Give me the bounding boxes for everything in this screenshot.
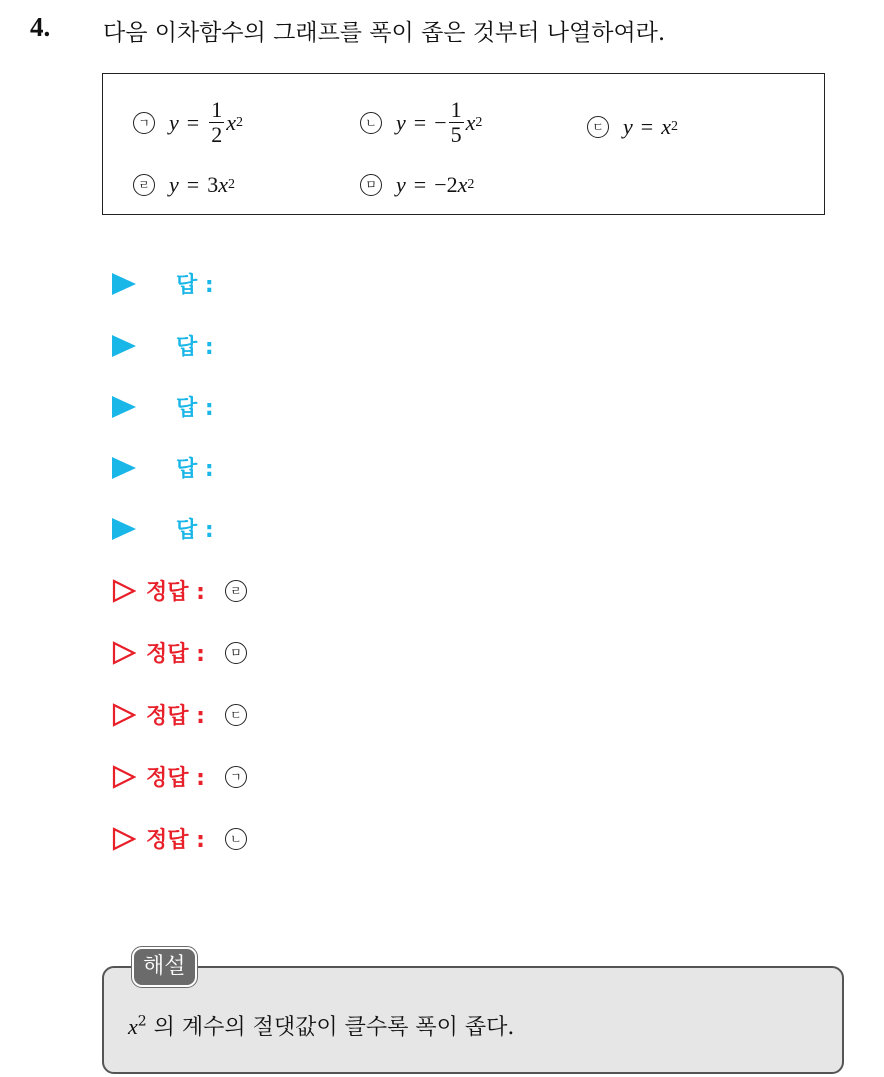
choice-mark: ㄷ [587, 116, 609, 138]
choice-var: x [218, 172, 228, 197]
answer-key-row [112, 699, 247, 730]
choice-exp: 2 [467, 177, 475, 192]
answer-label: 답 : [176, 335, 214, 360]
answer-key-value: ㅁ [225, 642, 247, 664]
answer-label: 답 : [176, 518, 214, 543]
answer-key-label: 정답 : [146, 580, 205, 605]
explanation-var: x [128, 1014, 138, 1039]
answer-label: 답 : [176, 457, 214, 482]
answer-key-label: 정답 : [146, 828, 205, 853]
answer-key-value: ㄴ [225, 828, 247, 850]
answer-key-value: ㄷ [225, 704, 247, 726]
choice-mark: ㅁ [360, 174, 382, 196]
choice-eq: = [186, 172, 200, 197]
choice-c [587, 114, 678, 140]
choice-coef: 3 [207, 172, 219, 197]
choice-eq: = [186, 109, 200, 135]
choice-eq: = [413, 109, 427, 135]
choice-lhs: y [169, 172, 179, 197]
choice-sign: − [434, 109, 447, 135]
play-triangle-icon [112, 335, 136, 357]
answer-key-value: ㄹ [225, 580, 247, 602]
fraction-denominator: 5 [450, 122, 462, 147]
choice-lhs: y [396, 172, 406, 197]
explanation-tag: 해설 [132, 947, 197, 987]
answer-slot[interactable] [112, 391, 214, 422]
answer-key-label: 정답 : [146, 704, 205, 729]
play-triangle-icon [112, 273, 136, 295]
question-number: 4. [30, 12, 51, 42]
fraction-numerator: 1 [450, 97, 462, 122]
answer-slot[interactable] [112, 452, 214, 483]
choice-fraction [449, 98, 464, 147]
answer-key-row [112, 637, 247, 668]
answer-key-label: 정답 : [146, 642, 205, 667]
choice-var: x [457, 172, 468, 197]
answer-key-value: ㄱ [225, 766, 247, 788]
play-triangle-icon [112, 396, 136, 418]
choice-eq: = [640, 114, 654, 139]
choice-lhs: y [396, 109, 406, 135]
choice-var: x [226, 109, 236, 135]
play-triangle-icon [112, 518, 136, 540]
choice-lhs: y [623, 114, 633, 139]
answer-key-row [112, 575, 247, 606]
choice-var: x [465, 109, 476, 135]
answer-key-row [112, 823, 247, 854]
answer-label: 답 : [176, 273, 214, 298]
answer-key-row [112, 761, 247, 792]
answer-label: 답 : [176, 396, 214, 421]
choice-mark: ㄴ [360, 112, 382, 134]
choice-fraction [209, 98, 224, 147]
choice-coef: −2 [434, 172, 458, 197]
answer-slot[interactable] [112, 268, 214, 299]
question-text: 다음 이차함수의 그래프를 폭이 좁은 것부터 나열하여라. [103, 20, 666, 46]
explanation-body: 의 계수의 절댓값이 클수록 폭이 좁다. [146, 1015, 515, 1040]
outline-triangle-icon [112, 827, 136, 851]
choice-exp: 2 [475, 114, 483, 130]
choice-mark: ㄹ [133, 174, 155, 196]
answer-slot[interactable] [112, 513, 214, 544]
choices-box [102, 73, 825, 215]
outline-triangle-icon [112, 703, 136, 727]
choice-exp: 2 [235, 114, 243, 130]
fraction-numerator: 1 [211, 97, 223, 122]
outline-triangle-icon [112, 641, 136, 665]
choice-exp: 2 [227, 177, 235, 192]
choice-e [360, 172, 474, 198]
choice-eq: = [413, 172, 427, 197]
play-triangle-icon [112, 457, 136, 479]
answer-key-label: 정답 : [146, 766, 205, 791]
fraction-denominator: 2 [211, 122, 223, 147]
choice-b [360, 98, 482, 147]
outline-triangle-icon [112, 765, 136, 789]
choice-var: x [661, 114, 671, 139]
explanation-exp: 2 [137, 1013, 147, 1030]
choice-exp: 2 [670, 119, 678, 134]
answer-slot[interactable] [112, 330, 214, 361]
choice-a [133, 98, 243, 147]
choice-lhs: y [169, 109, 179, 135]
choice-d [133, 172, 235, 198]
choice-mark: ㄱ [133, 112, 155, 134]
explanation-text [128, 1010, 514, 1041]
outline-triangle-icon [112, 579, 136, 603]
